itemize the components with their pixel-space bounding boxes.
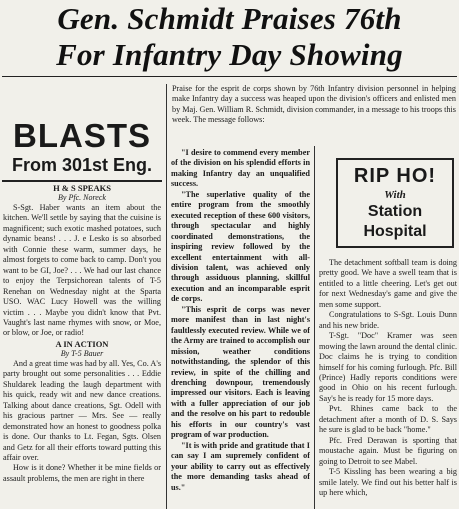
blasts-masthead: [2, 118, 162, 176]
rip-ho-box: [336, 158, 454, 248]
hs-speaks-byline: By Pfc. Noreck: [58, 193, 106, 202]
article-lead: Praise for the esprit de corps shown by 76th Infantry division personnel in helping make Infantry day a success was heaped upon the division's officers and enlisted men by Maj. Gen. William R. Schmidt, division commander, in a message to his troops this week. The message follows:: [172, 84, 456, 125]
in-action-paragraph: How is it done? Whether it be mine fields or assault problems, the men are right in there: [3, 463, 161, 483]
blasts-title: BLASTS: [13, 117, 151, 154]
rip-paragraph: T-5 Kissling has been wearing a big smile lately. We find out his better half is up here which,: [319, 467, 457, 497]
column-divider-right: [314, 146, 315, 509]
quote-paragraph: "The superlative quality of the entire program from the smoothly executed reception of these 600 visitors, through spectacular and highly coordinated demonstrations, the inspiring review followed by the excellent entertainment with all-division talent, was achieved only through assiduous planning, skillful execution and an incomparable esprit de corps.: [171, 189, 310, 304]
hs-speaks-paragraph: S-Sgt. Haber wants an item about the kitchen. We'll settle by saying that the cuisine is magnificent; such exotic mashed potatoes, such dynamic beans! . . . J. e Lesko is so absorbed with Connie these warm, summer days, he almost forgets to come back to camp. Don't you want to be GI, Joe? . . . We had our last chance to enjoy the Terpsichorean talents of T-5 Renehan on Wednesday night at the Sparta USO. WAC Lucy Howell was the willing victim . . . Maybe you didn't know that Pvt. Vaught's last name rhymes with snow, or Moe, or blow, or Joe, or radio!: [3, 203, 161, 338]
blasts-subtitle: From 301st Eng.: [11, 155, 153, 175]
rip-paragraph: T-Sgt. "Doc" Kramer was seen mowing the lawn around the dental clinic. Doc claims he is trying to condition himself for his coming furlough. Pfc. Bill (Prince) Hadly reports conditions were good in Ohio on his recent furlough. Say's he is ready for 15 more days.: [319, 331, 457, 403]
rip-paragraph: Pvt. Rhines came back to the detachment after a month of D. S. Says he sure is glad to be back "home.": [319, 404, 457, 435]
blasts-rule: [2, 180, 162, 182]
right-column: [319, 258, 457, 509]
rip-ho-station: Station Hospital: [363, 203, 427, 240]
middle-column: [171, 148, 310, 509]
rip-paragraph: The detachment softball team is doing pretty good. We have a swell team that is entitled to a little cheering. Let's get out for next Wednesday's game and give the men some support.: [319, 258, 457, 309]
quote-paragraph: "I desire to commend every member of the division on his splendid efforts in making Infantry day an unqualified success.: [171, 148, 310, 189]
rip-paragraph: Congratulations to S-Sgt. Louis Dunn and his new bride.: [319, 310, 457, 330]
in-action-paragraph: And a great time was had by all. Yes, Co. A's party brought out some personalities . . . Eddie Shuldarek leading the laugh department with his quick, ready wit and new dance creations. Talking about dance creations, Sgt. Odell with his gracious partner — Mrs. See — really demonstrated how an honest to goodness polka is done. Our thanks to Lt. Fegan, Sgts. Olsen and Getz for all their efforts toward putting this affair over.: [3, 358, 161, 462]
hs-speaks-heading: H & S SPEAKS: [53, 183, 111, 193]
quote-paragraph: "This esprit de corps was never more manifest than in last night's faultlessly executed review. While we of the Army are trained to accomplish our mission, weather conditions notwithstanding, the splendor of this review, in spite of the chilling and drenching downpour, tremendously impressed our visitors. Each is leaving with a fuller appreciation of our job and the resolve on his part to redouble his efforts in our country's vast program of war production.: [171, 304, 310, 440]
headline-line-1: Gen. Schmidt Praises 76th: [57, 1, 402, 36]
in-action-byline: By T-5 Bauer: [60, 348, 104, 358]
column-divider-left: [166, 84, 167, 509]
rip-ho-with: With: [384, 189, 406, 201]
rip-ho-title: RIP HO!: [353, 165, 437, 187]
headline-line-2: For Infantry Day Showing: [56, 37, 403, 72]
left-column: [3, 183, 161, 509]
in-action-heading: A IN ACTION: [55, 338, 109, 349]
headline-rule: [2, 76, 457, 77]
quote-paragraph: "It is with pride and gratitude that I can say I am supremely confident of your ability to carry out as effectively the more demanding tasks ahead of us.": [171, 440, 310, 492]
rip-paragraph: Pfc. Fred Derawan is sporting that moustache again. Must be figuring on going to Detroit to see Mabel.: [319, 435, 457, 466]
